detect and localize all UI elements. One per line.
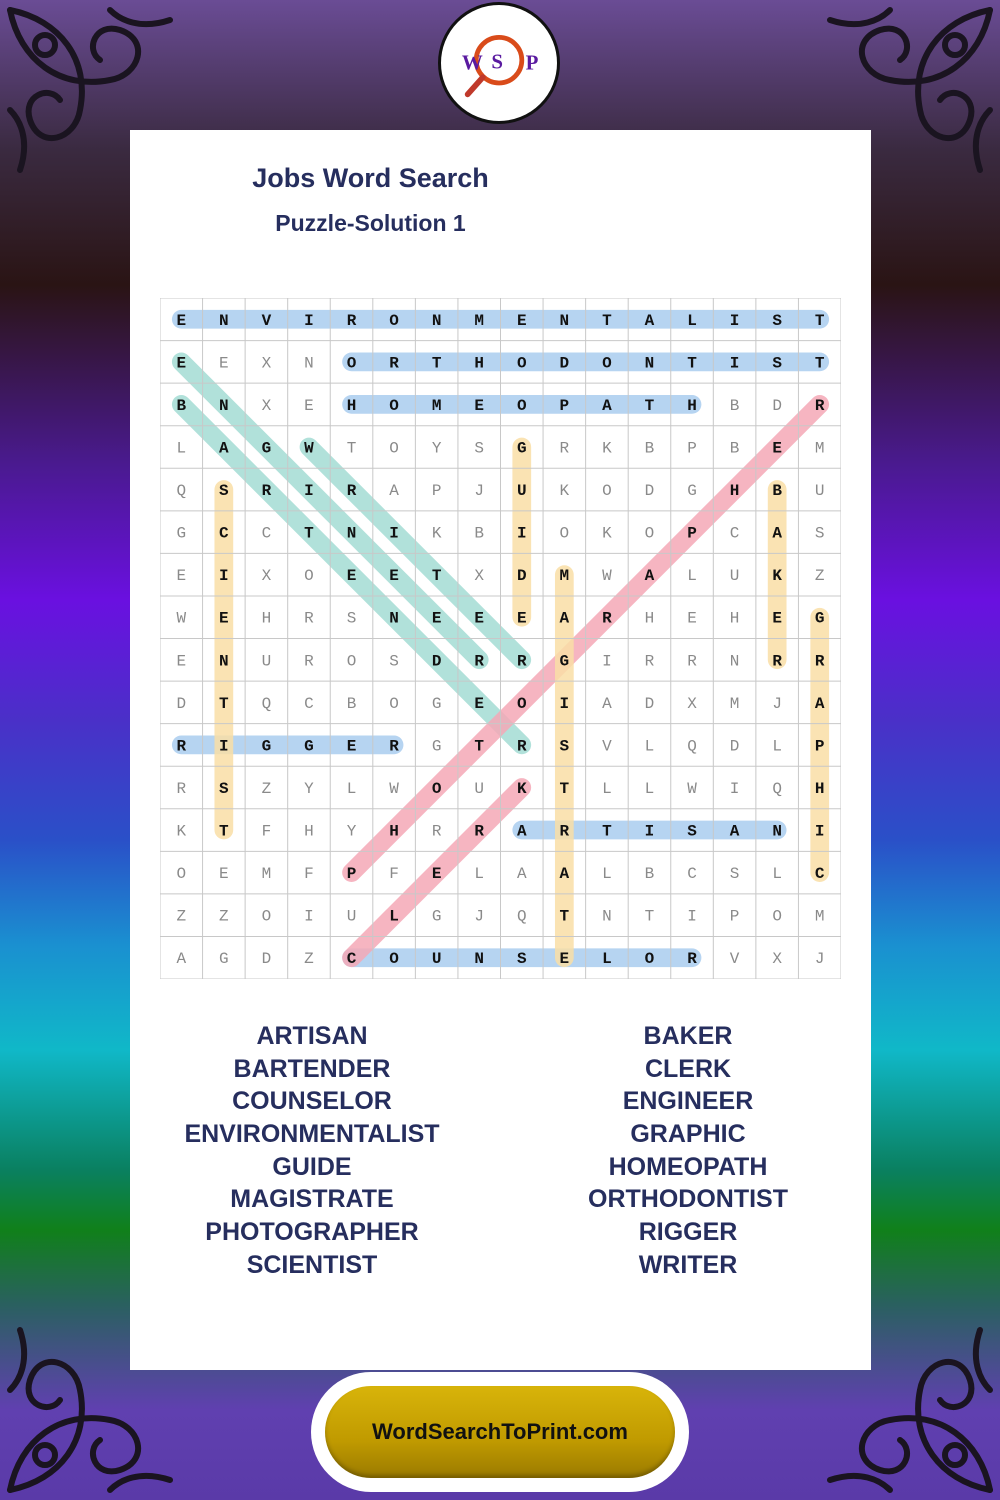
grid-letter: N [431,311,442,330]
grid-letter: I [304,482,314,501]
grid-letter: L [602,865,612,884]
grid-letter: R [474,652,485,671]
grid-letter: U [431,950,442,969]
grid-letter: D [729,737,740,756]
grid-letter: O [389,950,399,969]
grid-letter: X [261,396,272,415]
grid-letter: D [261,950,272,969]
grid-letter: T [219,694,229,713]
grid-letter: I [559,694,570,713]
grid-letter: A [729,822,740,841]
grid-letter: E [176,354,187,373]
grid-letter: S [219,779,229,798]
grid-letter: E [516,609,527,628]
puzzle-title: Jobs Word Search [252,163,489,193]
grid-letter: E [219,609,229,628]
grid-letter: O [389,439,399,458]
logo-letter-p: P [525,50,539,75]
grid-letter: S [729,865,740,884]
grid-letter: H [474,354,485,373]
grid-letter: F [389,865,399,884]
grid-letter: E [346,737,357,756]
grid-letter: C [687,865,697,884]
grid-letter: T [304,524,314,543]
grid-letter: H [729,482,740,501]
grid-letter: U [814,482,825,501]
grid-letter: M [814,439,825,458]
grid-letter: R [559,439,570,458]
grid-letter: O [644,950,655,969]
grid-letter: P [729,907,740,926]
logo-letter-s: S [491,49,504,74]
word-list-item: MAGISTRATE [230,1185,394,1214]
grid-letter: Z [814,567,825,586]
grid-letter: E [176,311,187,330]
grid-letter: A [602,396,612,415]
grid-letter: V [602,737,612,756]
footer-site-badge[interactable] [311,1372,689,1492]
word-list-item: BARTENDER [233,1054,391,1083]
grid-letter: E [474,396,485,415]
grid-letter: M [559,567,570,586]
word-list-item: RIGGER [638,1218,738,1247]
grid-letter: K [176,822,187,841]
grid-letter: Y [304,779,314,798]
grid-letter: R [602,609,612,628]
word-list-item: GRAPHIC [630,1120,746,1149]
grid-letter: K [431,524,442,543]
grid-letter: E [687,609,697,628]
grid-letter: S [516,950,527,969]
grid-letter: I [389,524,399,543]
grid-letter: X [261,567,272,586]
grid-letter: R [346,311,357,330]
grid-letter: Q [772,779,782,798]
grid-letter: R [644,652,655,671]
grid-letter: R [687,950,697,969]
grid-letter: Z [176,907,187,926]
grid-letter: O [559,524,570,543]
grid-letter: O [644,524,655,543]
grid-letter: G [304,737,314,756]
grid-letter: O [431,779,442,798]
grid-letter: A [219,439,229,458]
grid-letter: S [559,737,570,756]
grid-letter: A [559,865,570,884]
word-list-item: ARTISAN [256,1022,368,1050]
grid-letter: K [772,567,782,586]
grid-letter: I [644,822,655,841]
grid-letter: I [304,907,314,926]
grid-letter: N [219,311,229,330]
grid-letter: U [729,567,740,586]
grid-letter: T [431,567,442,586]
grid-letter: E [176,567,187,586]
grid-letter: D [516,567,527,586]
grid-letter: V [729,950,740,969]
grid-letter: N [559,311,570,330]
grid-letter: U [474,779,485,798]
grid-letter: K [516,779,527,798]
grid-letter: J [814,950,825,969]
grid-letter: T [602,822,612,841]
grid-letter: E [772,439,782,458]
grid-letter: L [602,950,612,969]
grid-letter: O [602,354,612,373]
grid-letter: C [261,524,272,543]
grid-letter: D [644,482,655,501]
grid-letter: V [261,311,272,330]
grid-letter: O [261,907,272,926]
grid-letter: B [729,439,740,458]
wsp-logo [438,2,560,124]
grid-letter: E [219,354,229,373]
grid-letter: G [516,439,527,458]
grid-letter: A [602,694,612,713]
grid-letter: R [261,482,272,501]
grid-letter: I [687,907,697,926]
grid-letter: M [729,694,740,713]
grid-letter: S [772,354,782,373]
grid-letter: E [431,865,442,884]
grid-letter: B [729,396,740,415]
grid-letter: E [474,609,485,628]
grid-letter: H [346,396,357,415]
grid-letter: A [559,609,570,628]
grid-letter: M [474,311,485,330]
grid-letter: T [346,439,357,458]
grid-letter: W [176,609,187,628]
grid-letter: Y [431,439,442,458]
grid-letter: T [687,354,697,373]
grid-letter: T [559,779,570,798]
grid-letter: C [729,524,740,543]
word-list-item: ENGINEER [622,1087,754,1116]
grid-letter: B [176,396,187,415]
grid-letter: T [431,354,442,373]
grid-letter: B [772,482,782,501]
grid-letter: L [389,907,399,926]
grid-letter: O [602,482,612,501]
grid-letter: L [176,439,187,458]
grid-letter: S [772,311,782,330]
grid-letter: O [516,694,527,713]
grid-letter: G [176,524,187,543]
grid-letter: K [602,439,612,458]
grid-letter: G [261,737,272,756]
grid-letter: E [772,609,782,628]
grid-letter: R [176,737,187,756]
word-list-item: WRITER [638,1250,738,1279]
grid-letter: N [474,950,485,969]
grid-letter: I [219,567,229,586]
grid-letter: U [346,907,357,926]
grid-letter: N [304,354,314,373]
grid-letter: R [304,609,314,628]
grid-letter: Z [219,907,229,926]
grid-letter: X [261,354,272,373]
grid-letter: D [176,694,187,713]
grid-letter: L [474,865,485,884]
grid-letter: X [687,694,697,713]
grid-letter: H [261,609,272,628]
grid-letter: O [516,396,527,415]
grid-letter: U [261,652,272,671]
grid-letter: E [431,609,442,628]
grid-letter: F [304,865,314,884]
grid-letter: R [814,652,825,671]
grid-letter: T [814,311,825,330]
grid-letter: L [772,737,782,756]
grid-letter: H [389,822,399,841]
grid-letter: D [431,652,442,671]
grid-letter: S [474,439,485,458]
grid-letter: G [559,652,570,671]
grid-letter: H [644,609,655,628]
word-list-item: PHOTOGRAPHER [205,1218,419,1247]
grid-letter: G [431,694,442,713]
grid-letter: M [261,865,272,884]
grid-letter: F [261,822,272,841]
grid-letter: H [304,822,314,841]
grid-letter: L [346,779,357,798]
grid-letter: P [431,482,442,501]
grid-letter: T [814,354,825,373]
grid-letter: X [474,567,485,586]
footer-site-button[interactable] [325,1386,675,1478]
footer-site-link[interactable]: WordSearchToPrint.com [372,1419,628,1444]
grid-letter: R [389,737,399,756]
grid-letter: W [687,779,697,798]
grid-letter: R [304,652,314,671]
grid-letter: J [474,482,485,501]
grid-letter: L [644,737,655,756]
grid-letter: N [729,652,740,671]
grid-letter: I [304,311,314,330]
grid-letter: X [772,950,782,969]
grid-letter: C [814,865,825,884]
word-list-item: ORTHODONTIST [588,1185,788,1214]
grid-letter: Q [261,694,272,713]
grid-letter: T [559,907,570,926]
grid-letter: N [389,609,399,628]
word-list-item: COUNSELOR [232,1087,392,1116]
grid-letter: P [814,737,825,756]
grid-letter: A [814,694,825,713]
grid-letter: A [389,482,399,501]
grid-letter: L [772,865,782,884]
grid-letter: R [559,822,570,841]
grid-letter: T [644,907,655,926]
grid-letter: P [687,439,697,458]
grid-letter: L [687,311,697,330]
grid-letter: E [516,311,527,330]
grid-letter: S [389,652,399,671]
word-list-item: HOMEOPATH [608,1152,768,1181]
grid-letter: P [346,865,357,884]
grid-letter: R [474,822,485,841]
grid-letter: U [516,482,527,501]
grid-letter: G [814,609,825,628]
word-search-grid [160,298,841,979]
grid-letter: G [219,950,229,969]
word-list-item: CLERK [644,1054,732,1083]
grid-letter: O [304,567,314,586]
grid-letter: L [644,779,655,798]
grid-letter: S [346,609,357,628]
grid-letter: I [729,779,740,798]
word-list-item: SCIENTIST [246,1250,378,1279]
grid-letter: B [644,865,655,884]
grid-letter: R [516,737,527,756]
grid-letter: G [261,439,272,458]
grid-letter: G [431,737,442,756]
grid-letter: R [516,652,527,671]
grid-letter: B [474,524,485,543]
grid-letter: I [219,737,229,756]
grid-letter: P [687,524,697,543]
grid-letter: R [346,482,357,501]
grid-letter: I [602,652,612,671]
grid-letter: H [814,779,825,798]
grid-letter: R [814,396,825,415]
grid-letter: Z [304,950,314,969]
grid-letter: A [516,822,527,841]
grid-letter: S [814,524,825,543]
grid-letter: N [644,354,655,373]
grid-letter: K [602,524,612,543]
grid-letter: Q [176,482,187,501]
grid-letter: N [219,652,229,671]
word-list-right [488,1020,888,1282]
grid-letter: H [729,609,740,628]
grid-letter: D [772,396,782,415]
grid-letter: O [516,354,527,373]
grid-letter: A [772,524,782,543]
grid-letter: R [389,354,399,373]
grid-letter: S [687,822,697,841]
grid-letter: A [644,311,655,330]
grid-letter: H [687,396,697,415]
grid-letter: M [431,396,442,415]
grid-letter: N [346,524,357,543]
grid-letter: R [431,822,442,841]
grid-letter: Y [346,822,357,841]
grid-letter: E [176,652,187,671]
grid-letter: N [772,822,782,841]
grid-letter: A [176,950,187,969]
grid-letter: A [516,865,527,884]
grid-letter: G [431,907,442,926]
grid-letter: I [516,524,527,543]
word-list-item: BAKER [643,1022,733,1050]
grid-letter: N [219,396,229,415]
grid-letter: R [772,652,782,671]
grid-letter: I [729,311,740,330]
grid-letter: D [559,354,570,373]
word-list-left [112,1020,512,1282]
grid-letter: A [644,567,655,586]
grid-letter: L [687,567,697,586]
grid-letter: C [346,950,357,969]
grid-letter: O [389,396,399,415]
grid-letter: W [304,439,314,458]
grid-letter: E [474,694,485,713]
grid-letter: R [176,779,187,798]
grid-letter: Z [261,779,272,798]
grid-letter: E [389,567,399,586]
word-search-grid-svg [160,298,841,979]
grid-letter: E [559,950,570,969]
grid-letter: E [304,396,314,415]
grid-letter: N [602,907,612,926]
grid-letter: R [687,652,697,671]
grid-letter: K [559,482,570,501]
grid-letter: E [346,567,357,586]
grid-letter: W [389,779,399,798]
grid-letter: S [219,482,229,501]
grid-letter: I [814,822,825,841]
grid-letter: C [304,694,314,713]
grid-letter: T [474,737,485,756]
grid-letter: O [389,311,399,330]
grid-letter: Q [687,737,697,756]
grid-letter: C [219,524,229,543]
grid-letter: O [772,907,782,926]
grid-letter: T [219,822,229,841]
grid-letter: T [602,311,612,330]
grid-letter: B [346,694,357,713]
grid-letter: E [219,865,229,884]
grid-letter: W [602,567,612,586]
grid-letter: T [644,396,655,415]
grid-letter: J [474,907,485,926]
grid-letter: J [772,694,782,713]
grid-letter: G [687,482,697,501]
grid-letter: O [346,652,357,671]
grid-letter: O [176,865,187,884]
word-list-item: GUIDE [272,1152,352,1181]
grid-letter: B [644,439,655,458]
grid-letter: I [729,354,740,373]
word-list-item: ENVIRONMENTALIST [184,1120,440,1149]
grid-letter: P [559,396,570,415]
puzzle-subtitle: Puzzle-Solution 1 [275,210,466,236]
grid-letter: M [814,907,825,926]
grid-letter: Q [516,907,527,926]
grid-letter: O [389,694,399,713]
grid-letter: L [602,779,612,798]
logo-letter-w: W [461,50,483,75]
grid-letter: D [644,694,655,713]
grid-letter: O [346,354,357,373]
